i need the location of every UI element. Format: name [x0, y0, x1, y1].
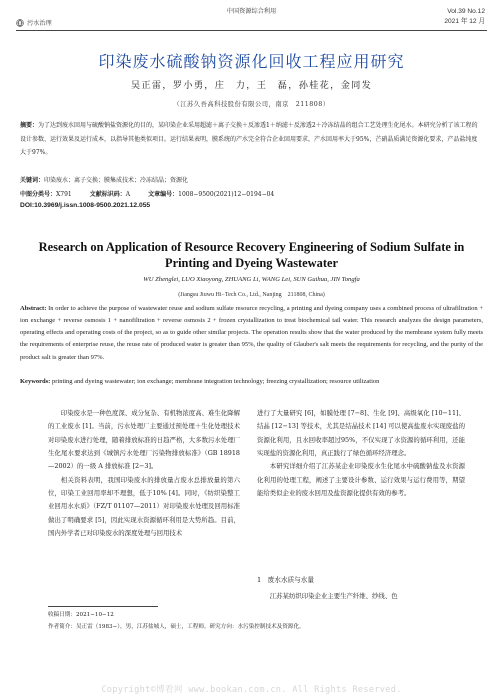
abstract-chinese	[20, 119, 483, 160]
body-column-right	[257, 407, 465, 500]
keywords-english	[20, 376, 483, 388]
authors-chinese: 吴正雷，罗小勇，庄 力，王 磊，孙桂花，金同发	[130, 80, 373, 91]
article-number	[148, 188, 274, 202]
abstract-label-english: Abstract:	[20, 305, 47, 312]
author-bio: 作者简介：吴正雷（1983−），男，江苏盐城人，硕士，工程师。研究方向：水污染控制技术及资源化。	[48, 624, 305, 630]
section-text: 污水治理	[27, 20, 52, 27]
classification-info	[20, 188, 483, 202]
volume-info	[444, 7, 485, 27]
article-label: 文章编号：	[148, 191, 179, 198]
body-paragraph: 进行了大量研究 [6]，如膜处理 [7−8]、生化 [9]、高级氧化 [10−11]、结晶 [12−13] 等技术，尤其是结晶技术 [14] 可以使高盐废水实现废盐的资源化利用，且水回收率超过95%，不仅实现了水资源的循环利用，还能实现盐的资源化利用，真正践行了绿色循环经济理念。	[257, 409, 465, 458]
doc-label: 文献标识码：	[89, 191, 126, 198]
body-paragraph: 本研究详细介绍了江苏某企业印染废水生化尾水中硫酸钠盐及水资源化利用的处理工程，阐述了主要设计参数、运行效果与运行费用等，期望能给类似企业的废水回用及盐资源化提供有效的参考。	[257, 462, 465, 498]
article-value: 1008−9500(2021)12−0194−04	[178, 191, 275, 198]
recycle-icon	[16, 19, 24, 27]
document-code	[90, 188, 130, 202]
journal-name: 中国资源综合利用	[226, 8, 277, 15]
doi-link[interactable]: DOI:10.3969/j.issn.1008-9500.2021.12.055	[20, 202, 151, 209]
affiliation-english: (Jiangsu Jiuwu Hi−Tech Co., Ltd., Nanjing 211808, China)	[178, 292, 325, 298]
keywords-label-chinese: 关键词：	[20, 177, 45, 184]
copyright-watermark: Copyright©博看网 www.bookan.com.cn. All Rights Reserved.	[101, 685, 402, 695]
received-date: 收稿日期：2021−10−12	[48, 612, 114, 618]
abstract-label-chinese: 摘要：	[20, 122, 39, 129]
abstract-text-english: In order to achieve the purpose of wastewater reuse and sodium sulfate resource recycling, a printing and dyeing company uses a combined process of ultrafiltration + ion exchange + reverse osmosis 1 + nanofiltration + reverse osmosis 2 + frozen crystallization to treat biochemical tail water. This research analyzes the design parameters, operating effects and operating costs of the project, so as to guide other similar projects. The operation results show that the water produced by the membrane system fully meets the requirements of enterprise reuse, the reuse rate of produced water is greater than 95%, the quality of Glauber's salt meets the requirements for recycling, and the purity of the product salt is greater than 97%.	[20, 305, 484, 361]
keywords-chinese	[20, 174, 483, 188]
affiliation-chinese: （江苏久吾高科技股份有限公司，南京 211808）	[173, 101, 330, 108]
section-label	[16, 18, 52, 27]
clc-number	[20, 188, 72, 202]
keywords-text-chinese: 印染废水；离子交换；膜集成技术；冷冻结晶；资源化	[44, 177, 189, 184]
header-rule	[16, 30, 487, 31]
keywords-label-english: Keywords:	[20, 378, 51, 385]
footnote-rule	[48, 606, 158, 607]
body-column-left	[48, 407, 240, 540]
abstract-english	[20, 303, 483, 364]
issue-date: 2021 年 12 月	[444, 18, 485, 25]
title-english: Research on Application of Resource Recovery Engineering of Sodium Sulfate in Printing and Dyeing Wastewater	[38, 240, 465, 270]
title-chinese: 印染废水硫酸钠资源化回收工程应用研究	[98, 52, 405, 71]
abstract-text-chinese: 为了达到废水回用与硫酸钠盐资源化的目的，某印染企业采用超滤＋离子交换＋反渗透1＋纳滤＋反渗透2＋冷冻结晶的组合工艺处理生化尾水。本研究分析了该工程的设计参数、运行效果及运行成本，以指导其他类似项目。运行结果表明，膜系统的产水完全符合企业回用要求，产水回用率大于95%，芒硝晶质满足资源化要求，产品盐纯度大于97%。	[20, 122, 478, 157]
authors-english: WU Zhenglei, LUO Xiaoyong, ZHUANG Li, WANG Lei, SUN Guihua, JIN Tongfa	[143, 276, 360, 283]
body-paragraph: 江苏某纺织印染企业主要生产纤维、纱线、色	[269, 592, 398, 600]
body-paragraph: 印染废水是一种色度深、成分复杂、有机物浓度高、难生化降解的工业废水 [1]。当前，污水处理厂主要通过预处理＋生化处理技术对印染废水进行处理，随着排放标准的日趋严格，大多数污水处理厂生化尾水要求达到《城镇污水处理厂污染物排放标准》（GB 18918—2002）的一级 A 排放标准 [2−3]。	[48, 409, 240, 471]
doc-value: A	[125, 191, 131, 198]
section-heading: 1 废水水质与水量	[257, 576, 314, 584]
volume-number: Vol.39 No.12	[447, 8, 485, 15]
clc-value: X791	[56, 191, 72, 198]
body-paragraph: 相关资料表明，我国印染废水的排放量占废水总排放量的第六位，印染工业回用率却不理想，低于10% [4]。同时，《纺织染整工业回用水水质》（FZ/T 01107—2011）对印染废水处理及回用标准做出了明确要求 [5]，因此实现水资源循环利用是大势所趋。目前，国内外学者已对印染废水的深度处理与回用技术	[48, 475, 240, 538]
clc-label: 中图分类号：	[20, 191, 57, 198]
keywords-text-english: printing and dyeing wastewater; ion exchange; membrane integration technology; freezing crystallization; resource utilization	[51, 378, 380, 385]
